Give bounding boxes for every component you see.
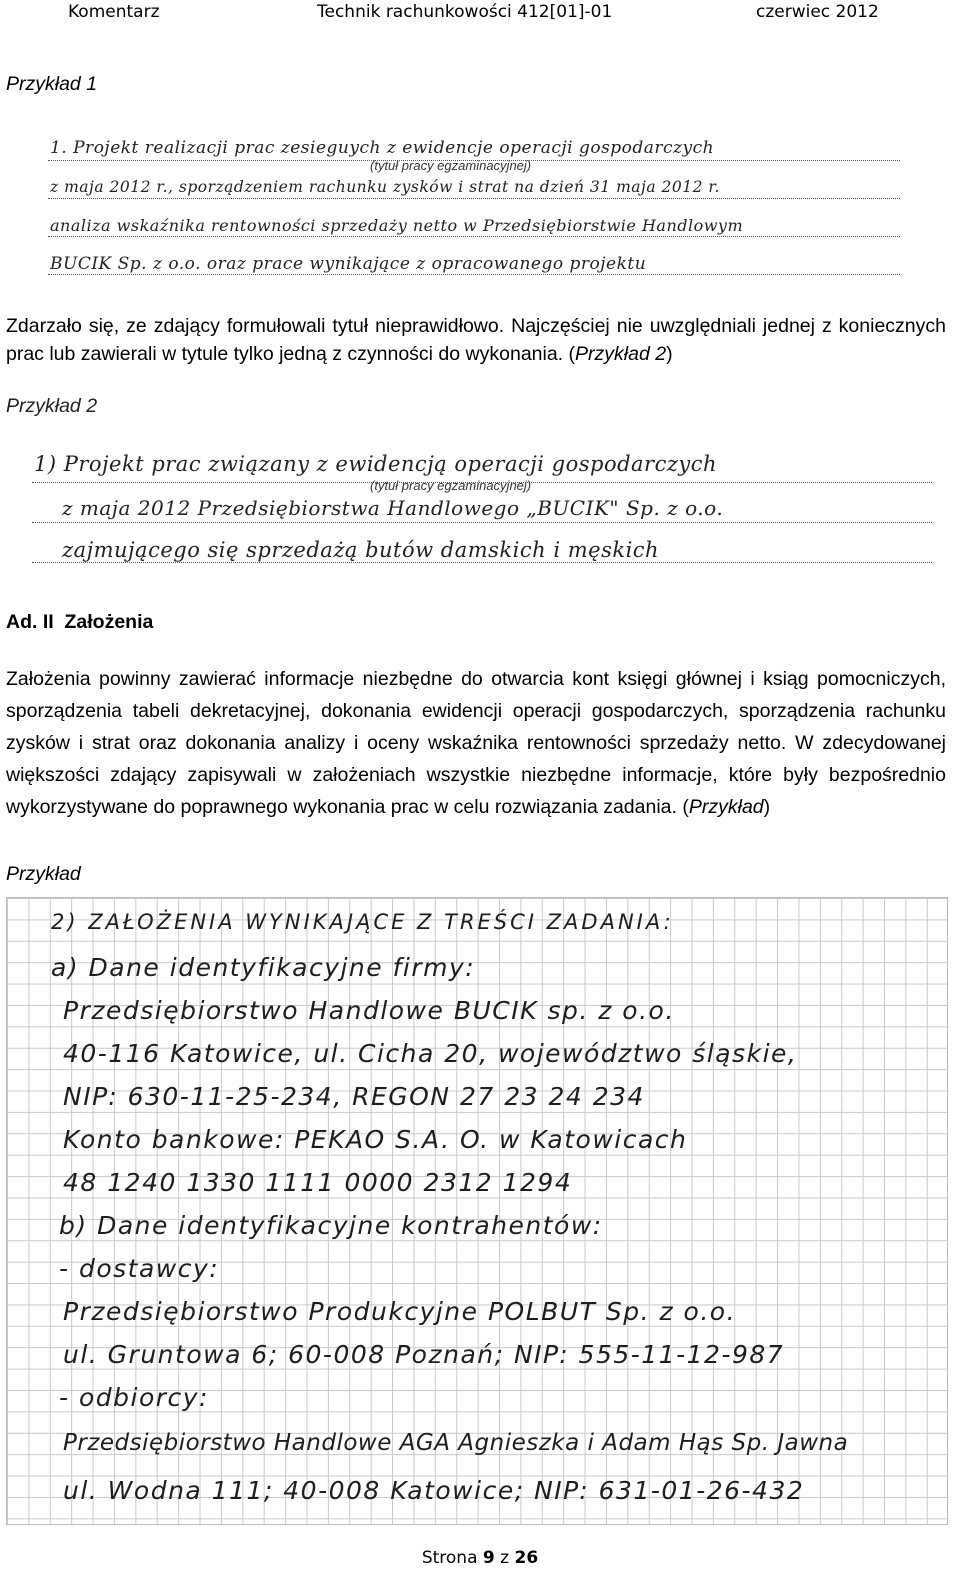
example3-line-4: 40-116 Katowice, ul. Cicha 20, województwo śląskie, — [63, 1039, 798, 1068]
example3-line-11: ul. Gruntowa 6; 60-008 Poznań; NIP: 555-11-12-987 — [63, 1340, 785, 1369]
page-footer — [0, 1548, 960, 1568]
example3-line-8: b) Dane identyfikacyjne kontrahentów: — [59, 1211, 603, 1240]
example3-line-12: - odbiorcy: — [59, 1383, 209, 1412]
example3-line-6: Konto bankowe: PEKAO S.A. O. w Katowicach — [63, 1125, 688, 1154]
section-heading: Ad. II Założenia — [6, 611, 154, 633]
paragraph-1-ref: Przykład 2 — [575, 343, 667, 365]
example2-line-3: zajmującego się sprzedażą butów damskich i męskich — [62, 538, 660, 562]
example2-label: Przykład 2 — [6, 395, 98, 417]
section-ref: Przykład — [688, 796, 764, 818]
section-paragraph — [6, 663, 946, 823]
example2-line-2: z maja 2012 Przedsiębiorstwa Handlowego „BUCIK" Sp. z o.o. — [62, 496, 724, 520]
example1-caption: (tytuł pracy egzaminacyjnej) — [370, 158, 532, 173]
example3-line-1: 2) ZAŁOŻENIA WYNIKAJĄCE Z TREŚCI ZADANIA: — [51, 910, 674, 934]
example1-label: Przykład 1 — [6, 73, 98, 95]
section-close: ) — [763, 796, 771, 818]
footer-page-number: 9 — [482, 1548, 495, 1568]
example3-line-10: Przedsiębiorstwo Produkcyjne POLBUT Sp. z o.o. — [63, 1297, 737, 1326]
example1-line-4: BUCIK Sp. z o.o. oraz prace wynikające z opracowanego projektu — [50, 254, 647, 274]
section-text: Założenia powinny zawierać informacje niezbędne do otwarcia kont księgi głównej i ksiąg pomocniczych, sporządzenia tabeli dekretacyjnej, dokonania ewidencji operacji gospodarczych, sporządzenia rachunku zysków i strat oraz dokonania analizy i oceny wskaźnika rentowności sprzedaży netto. W zdecydowanej większości zdający zapisywali w założeniach wszystkie niezbędne informacje, które były bezpośrednio wykorzystywane do poprawnego wykonania prac w celu rozwiązania zadania. ( — [6, 668, 946, 818]
paragraph-1-close: ) — [666, 343, 673, 365]
example1-line-1: 1. Projekt realizacji prac zesieguych z ewidencje operacji gospodarczych — [50, 138, 715, 158]
example3-line-9: - dostawcy: — [59, 1254, 220, 1283]
page-header — [0, 0, 960, 26]
footer-prefix: Strona — [421, 1548, 483, 1568]
example2-line-1: 1) Projekt prac związany z ewidencją operacji gospodarczych — [34, 452, 718, 476]
example3-line-5: NIP: 630-11-25-234, REGON 27 23 24 234 — [63, 1082, 645, 1111]
header-center: Technik rachunkowości 412[01]-01 — [317, 2, 613, 22]
example3-line-14: ul. Wodna 111; 40-008 Katowice; NIP: 631-01-26-432 — [63, 1476, 805, 1505]
footer-mid: z — [494, 1548, 515, 1568]
paragraph-1-text: Zdarzało się, ze zdający formułowali tytuł nieprawidłowo. Najczęściej nie uwzględniali jednej z koniecznych prac lub zawierali w tytule tylko jedną z czynności do wykonania. ( — [6, 315, 946, 365]
example3-line-2: a) Dane identyfikacyjne firmy: — [51, 953, 476, 982]
example2-caption: (tytuł pracy egzaminacyjnej) — [370, 478, 532, 493]
example3-line-13: Przedsiębiorstwo Handlowe AGA Agnieszka i Adam Hąs Sp. Jawna — [63, 1430, 849, 1456]
header-right: czerwiec 2012 — [756, 2, 879, 22]
example1-line-2: z maja 2012 r., sporządzeniem rachunku zysków i strat na dzień 31 maja 2012 r. — [50, 178, 720, 196]
example1-line-3: analiza wskaźnika rentowności sprzedaży netto w Przedsiębiorstwie Handlowym — [50, 216, 744, 235]
example2-handwritten-image — [32, 446, 932, 576]
footer-total-pages: 26 — [514, 1548, 539, 1568]
example3-handwritten-image — [6, 897, 948, 1525]
example3-label: Przykład — [6, 863, 81, 885]
example3-line-3: Przedsiębiorstwo Handlowe BUCIK sp. z o.o. — [63, 996, 675, 1025]
example3-line-7: 48 1240 1330 1111 0000 2312 1294 — [63, 1168, 573, 1197]
example1-handwritten-image — [48, 128, 900, 283]
header-left: Komentarz — [68, 2, 160, 22]
paragraph-1 — [6, 312, 946, 368]
